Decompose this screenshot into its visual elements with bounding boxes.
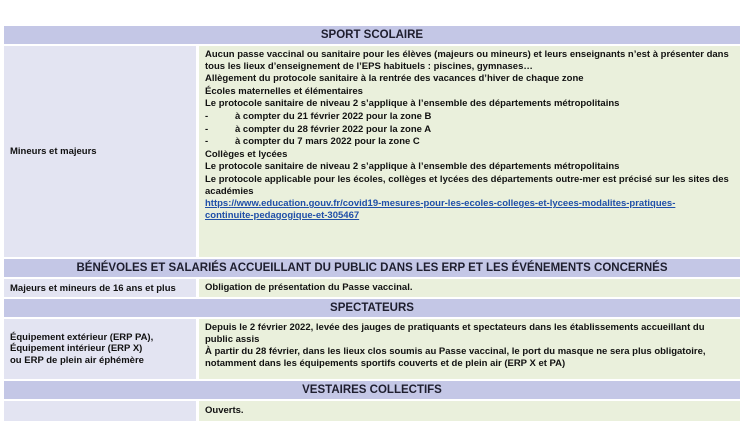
link-line-1: https://www.education.gouv.fr/covid19-mesures-pour-les-ecoles-colleges-et-lycees-modalites-pratiques- — [205, 198, 676, 210]
rules-table — [4, 26, 740, 423]
row-content-benevoles: Obligation de présentation du Passe vaccinal. — [199, 279, 740, 297]
intro-text: Aucun passe vaccinal ou sanitaire pour les élèves (majeurs ou mineurs) et leurs enseignants n’est à présenter dans tous les lieux d’enseignement de l’EPS habituels : piscines, gymnases… — [205, 49, 729, 72]
outremer-text: Le protocole applicable pour les écoles, collèges et lycées des départements outre-mer est précisé sur les sites des académies — [205, 173, 729, 197]
table-row-benevoles — [4, 279, 740, 299]
bullet-text: à compter du 7 mars 2022 pour la zone C — [235, 136, 420, 148]
jauges-text: Depuis le 2 février 2022, levée des jauges de pratiquants et spectateurs dans les établissements accueillant du public assis — [205, 322, 705, 345]
colleges-heading: Collèges et lycées — [205, 148, 288, 160]
section-header-spectateurs: SPECTATEURS — [4, 299, 740, 319]
list-item — [205, 136, 734, 148]
label-line-2: Équipement intérieur (ERP X) — [10, 343, 143, 355]
allegement-text: Allègement du protocole sanitaire à la rentrée des vacances d’hiver de chaque zone — [205, 73, 584, 85]
ecoles-heading: Écoles maternelles et élémentaires — [205, 85, 363, 97]
bullet-text: à compter du 21 février 2022 pour la zone B — [235, 110, 432, 122]
row-label-equipements — [4, 319, 199, 379]
bullet-text: à compter du 28 février 2022 pour la zone A — [235, 123, 432, 135]
row-label-mineurs-majeurs: Mineurs et majeurs — [4, 46, 199, 257]
row-label-empty — [4, 401, 199, 421]
link-line-2: continuite-pedagogique-et-305467 — [205, 209, 360, 221]
bullet-marker: - — [205, 136, 209, 148]
table-row-vestiaires — [4, 401, 740, 423]
section-header-vestiaires: VESTAIRES COLLECTIFS — [4, 381, 740, 401]
row-content-spectateurs — [199, 319, 740, 379]
label-line-3: ou ERP de plein air éphémère — [10, 354, 144, 366]
education-gouv-link[interactable] — [205, 198, 734, 221]
masque-text: À partir du 28 février, dans les lieux clos soumis au Passe vaccinal, le port du masque ne sera plus obligatoire, notamment dans les équipements sportifs couverts et de plein air (ERP X et PA) — [205, 346, 706, 369]
protocole-text-bis: Le protocole sanitaire de niveau 2 s’applique à l’ensemble des départements métropolitains — [205, 161, 620, 173]
section-header-benevoles: BÉNÉVOLES ET SALARIÉS ACCUEILLANT DU PUBLIC DANS LES ERP ET LES ÉVÉNEMENTS CONCERNÉS — [4, 259, 740, 279]
list-item — [205, 111, 734, 123]
bullet-marker: - — [205, 110, 209, 122]
row-content-vestiaires: Ouverts. — [199, 401, 740, 421]
section-header-sport-scolaire: SPORT SCOLAIRE — [4, 26, 740, 46]
label-line-1: Équipement extérieur (ERP PA), — [10, 331, 154, 343]
row-label-majeurs-16-ans: Majeurs et mineurs de 16 ans et plus — [4, 279, 199, 297]
list-item — [205, 124, 734, 136]
table-row-sport-scolaire — [4, 46, 740, 259]
row-content-sport-scolaire — [199, 46, 740, 257]
bullet-marker: - — [205, 123, 209, 135]
table-row-spectateurs — [4, 319, 740, 381]
protocole-text: Le protocole sanitaire de niveau 2 s’applique à l’ensemble des départements métropolitains — [205, 98, 620, 110]
